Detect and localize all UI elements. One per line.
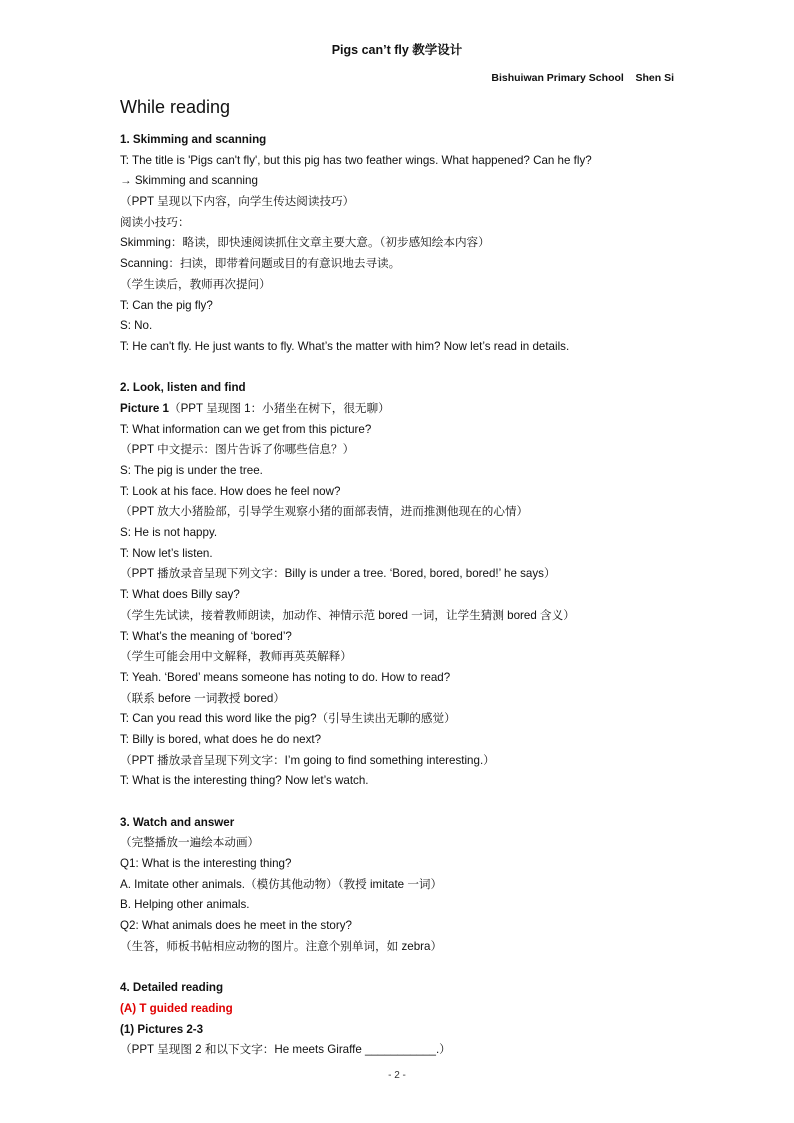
subheading: 4. Detailed reading bbox=[120, 981, 224, 995]
text-line: （PPT 播放录音呈现下列文字：Billy is under a tree. ‘Bored, bored, bored!’ he says） bbox=[120, 567, 556, 581]
text-line: T: Can you read this word like the pig?（引导生读出无聊的感觉） bbox=[120, 712, 456, 726]
text-line: （完整播放一遍绘本动画） bbox=[120, 836, 260, 850]
subheading: 1. Skimming and scanning bbox=[120, 133, 267, 146]
text-line: T: Billy is bored, what does he do next? bbox=[120, 732, 322, 746]
text-line: （学生先试读，接着教师朗读，加动作、神情示范 bored 一词，让学生猜测 bored 含义） bbox=[120, 608, 575, 622]
picture-description: （PPT 呈现图 1：小猪坐在树下，很无聊） bbox=[168, 401, 390, 415]
text-line: （生答，师板书帖相应动物的图片。注意个别单词，如 zebra） bbox=[120, 939, 443, 953]
text-line: → Skimming and scanning bbox=[120, 174, 258, 188]
text-line: T: What does Billy say? bbox=[120, 588, 240, 602]
text-line: S: He is not happy. bbox=[120, 526, 218, 540]
text-line: T: He can't fly. He just wants to fly. What’s the matter with him? Now let’s read in details. bbox=[120, 339, 570, 353]
text-line: （联系 before 一词教授 bored） bbox=[120, 691, 285, 705]
text-line: S: The pig is under the tree. bbox=[120, 464, 263, 477]
text-line: S: No. bbox=[120, 319, 153, 333]
text-line: T: What’s the meaning of ‘bored’? bbox=[120, 629, 292, 643]
author-line: Bishuiwan Primary School Shen Si bbox=[491, 72, 674, 84]
subheading: (1) Pictures 2-3 bbox=[120, 1022, 204, 1036]
text-line: B. Helping other animals. bbox=[120, 898, 250, 912]
text-line: （PPT 放大小猪脸部，引导学生观察小猪的面部表情，进而推测他现在的心情） bbox=[120, 505, 529, 519]
text-line: Q1: What is the interesting thing? bbox=[120, 857, 292, 871]
blank-line bbox=[120, 358, 680, 379]
text-line: T: Can the pig fly? bbox=[120, 298, 213, 312]
text-line: （PPT 中文提示：图片告诉了你哪些信息？） bbox=[120, 443, 355, 457]
text-line: 阅读小技巧： bbox=[120, 215, 190, 229]
text-line: T: Now let’s listen. bbox=[120, 546, 213, 560]
picture-label: Picture 1 bbox=[120, 401, 169, 415]
section-heading: While reading bbox=[120, 97, 231, 117]
text-line: T: The title is 'Pigs can't fly', but this pig has two feather wings. What happened? Can he fly? bbox=[120, 153, 592, 167]
text-line: （PPT 呈现以下内容，向学生传达阅读技巧） bbox=[120, 195, 355, 209]
text-line: T: Yeah. ‘Bored’ means someone has noting to do. How to read? bbox=[120, 670, 451, 684]
subheading: 3. Watch and answer bbox=[120, 815, 235, 829]
text-line: （学生可能会用中文解释，教师再英英解释） bbox=[120, 650, 352, 664]
subheading: 2. Look, listen and find bbox=[120, 381, 246, 395]
subheading: (A) T guided reading bbox=[120, 1001, 233, 1015]
document-body bbox=[120, 130, 680, 1061]
text-line bbox=[120, 399, 680, 420]
text-line: T: What is the interesting thing? Now let’s watch. bbox=[120, 774, 369, 788]
text-line: T: What information can we get from this picture? bbox=[120, 422, 372, 436]
text-line: （学生读后，教师再次提问） bbox=[120, 277, 271, 291]
text-line: Q2: What animals does he meet in the story? bbox=[120, 919, 352, 933]
text-line: Scanning：扫读，即带着问题或目的有意识地去寻读。 bbox=[120, 257, 401, 271]
blank-line bbox=[120, 958, 680, 979]
blank-line bbox=[120, 792, 680, 813]
text-line: T: Look at his face. How does he feel now? bbox=[120, 484, 341, 498]
page-number: - 2 - bbox=[388, 1070, 406, 1081]
text-line: A. Imitate other animals.（模仿其他动物）（教授 imitate 一词） bbox=[120, 877, 443, 891]
text-line: （PPT 播放录音呈现下列文字：I’m going to find something interesting.） bbox=[120, 753, 495, 767]
text-line: （PPT 呈现图 2 和以下文字：He meets Giraffe ___________.） bbox=[120, 1043, 451, 1057]
text-line: Skimming：略读，即快速阅读抓住文章主要大意。（初步感知绘本内容） bbox=[120, 236, 490, 250]
document-title: Pigs can’t fly 教学设计 bbox=[331, 43, 463, 57]
